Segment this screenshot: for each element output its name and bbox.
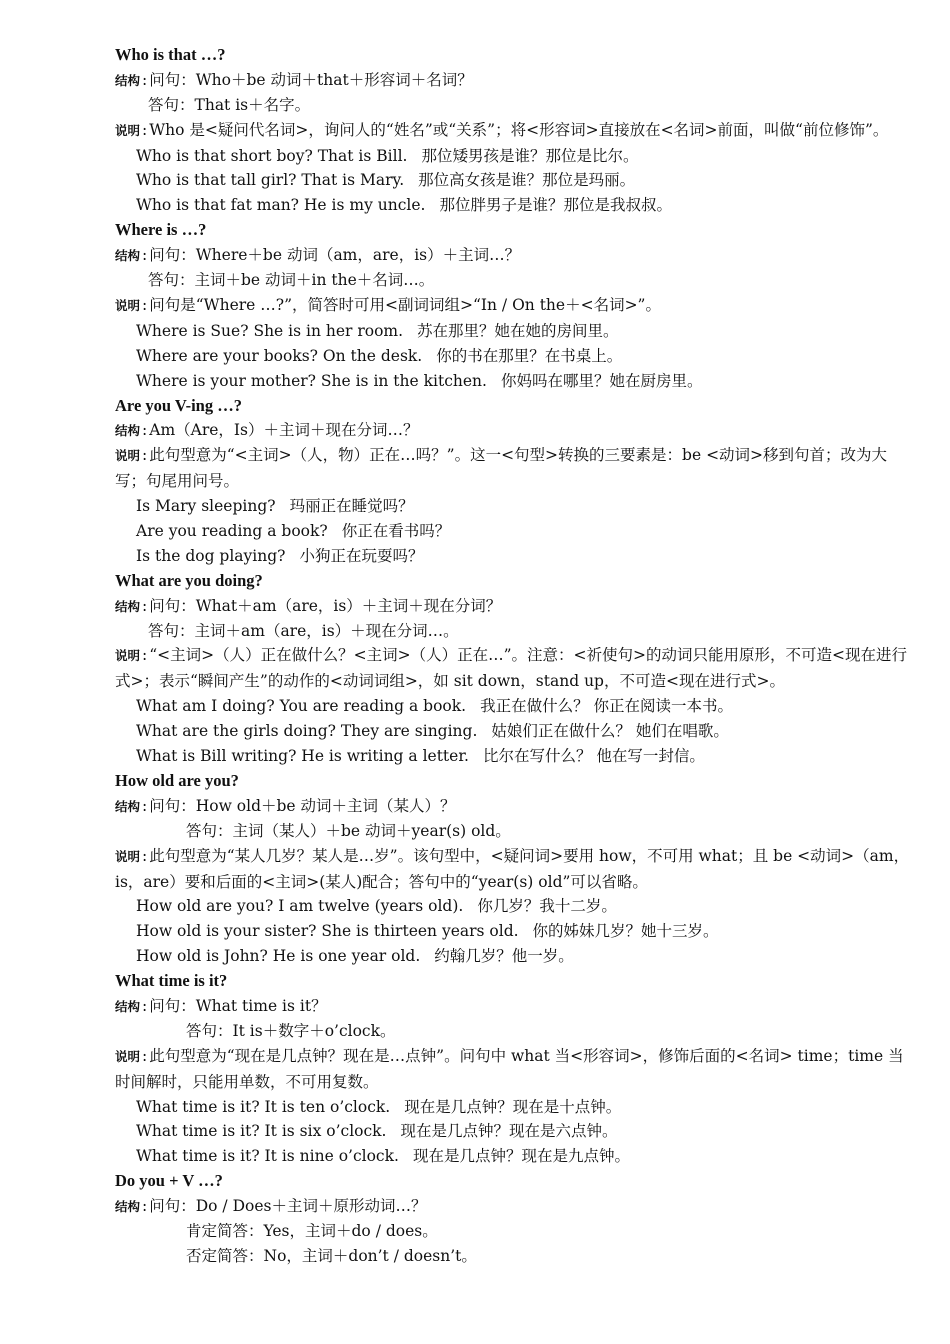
example-en: Where is Sue? She is in her room. [136, 321, 404, 340]
structure-text: 问句：Who＋be 动词＋that＋形容词＋名词？ [149, 70, 473, 89]
example-zh: 姑娘们正在做什么？ 她们在唱歌。 [491, 722, 729, 741]
structure-text: Am（Are，Is）＋主词＋现在分词…？ [149, 421, 419, 440]
section-heading: Who is that …? [115, 45, 226, 64]
explanation-text: 问句是“Where …?”，简答时可用<副词词组>“In / On the＋<名词>”。 [149, 295, 661, 314]
example-line [115, 1144, 910, 1169]
structure-text: 问句：Do / Does＋主词＋原形动词…？ [149, 1197, 427, 1216]
explanation-text: “<主词>（人）正在做什么？<主词>（人）正在…”。注意：<祈使句>的动词只能用原形，不可造<现在进行式>；表示“瞬间产生”的动作的<动词词组>，如 sit down，stand up，不可造<现在进行式>。 [115, 646, 908, 691]
example-en: Are you reading a book? [136, 521, 328, 540]
example-line [115, 544, 910, 569]
explanation-line: 说明 : 此句型意为“某人几岁？某人是…岁”。该句型中，<疑问词>要用 how，不可用 what；且 be <动词>（am，is，are）要和后面的<主词>(某人)配合；答句中的“year(s) old”可以省略。 [115, 846, 910, 891]
structure-label: 结构 [115, 248, 141, 264]
explanation-text: 此句型意为“某人几岁？某人是…岁”。该句型中，<疑问词>要用 how，不可用 what；且 be <动词>（am，is，are）要和后面的<主词>(某人)配合；答句中的“year(s) old”可以省略。 [115, 846, 910, 891]
example-zh: 现在是几点钟？现在是六点钟。 [400, 1122, 618, 1141]
example-en: Where is your mother? She is in the kitchen. [136, 371, 487, 390]
example-line [115, 719, 910, 744]
structure-text: 问句：How old＋be 动词＋主词（某人）？ [149, 796, 456, 815]
structure-answer-negative: 否定简答：No，主词＋don’t / doesn’t。 [186, 1246, 477, 1265]
example-zh: 你的姊妹几岁？她十三岁。 [532, 922, 719, 941]
structure-label: 结构 [115, 798, 141, 814]
explanation-line: 说明 : 问句是“Where …?”，简答时可用<副词词组>“In / On the＋<名词>”。 [115, 295, 661, 314]
explanation-text: Who 是<疑问代名词>，询问人的“姓名”或“关系”；将<形容词>直接放在<名词>前面，叫做“前位修饰”。 [149, 120, 889, 139]
example-en: How old is your sister? She is thirteen years old. [136, 922, 519, 941]
example-zh: 玛丽正在睡觉吗？ [289, 497, 414, 516]
structure-line: 结构 : 问句：Where＋be 动词（am，are，is）＋主词…？ [115, 246, 521, 265]
explanation-label: 说明 [115, 848, 141, 864]
example-line [115, 168, 910, 193]
example-en: Who is that fat man? He is my uncle. [136, 196, 426, 215]
structure-answer: 答句：主词（某人）＋be 动词＋year(s) old。 [186, 821, 511, 840]
structure-label: 结构 [115, 998, 141, 1014]
example-zh: 那位高女孩是谁？那位是玛丽。 [418, 171, 636, 190]
structure-line: 结构 : 问句：What＋am（are，is）＋主词＋现在分词？ [115, 596, 502, 615]
example-line [115, 344, 910, 369]
structure-answer: 答句：主词＋am（are，is）＋现在分词…。 [148, 621, 459, 640]
structure-label: 结构 [115, 72, 141, 88]
example-line [115, 1119, 910, 1144]
structure-answer: 答句：It is＋数字＋o’clock。 [186, 1021, 396, 1040]
example-zh: 现在是几点钟？现在是十点钟。 [404, 1097, 622, 1116]
example-en: Is the dog playing? [136, 546, 286, 565]
example-zh: 你妈吗在哪里？她在厨房里。 [500, 371, 703, 390]
section-heading: How old are you? [115, 770, 239, 790]
explanation-text: 此句型意为“现在是几点钟？现在是…点钟”。问句中 what 当<形容词>，修饰后面的<名词> time；time 当时间解时，只能用单数，不可用复数。 [115, 1046, 904, 1091]
structure-line: 结构 : 问句：What time is it？ [115, 996, 327, 1015]
example-zh: 你几岁？我十二岁。 [477, 897, 617, 916]
explanation-label: 说明 [115, 648, 141, 664]
structure-answer: 答句：主词＋be 动词＋in the＋名词…。 [148, 271, 435, 290]
structure-text: 问句：What＋am（are，is）＋主词＋现在分词？ [149, 596, 502, 615]
explanation-line: 说明 : 此句型意为“<主词>（人，物）正在…吗？”。这一<句型>转换的三要素是：be <动词>移到句首；改为大写；句尾用问号。 [115, 446, 888, 491]
explanation-line: 说明 : Who 是<疑问代名词>，询问人的“姓名”或“关系”；将<形容词>直接放在<名词>前面，叫做“前位修饰”。 [115, 120, 889, 139]
example-en: Is Mary sleeping? [136, 497, 276, 516]
example-en: What am I doing? You are reading a book. [136, 697, 467, 716]
example-line [115, 1095, 910, 1120]
section-heading: Do you + V …? [115, 1171, 223, 1191]
structure-text: 问句：What time is it？ [149, 996, 327, 1015]
example-line [115, 744, 910, 769]
explanation-label: 说明 [115, 297, 141, 313]
example-en: Who is that tall girl? That is Mary. [136, 171, 405, 190]
example-line [115, 944, 910, 969]
section-heading: Are you V-ing …? [115, 395, 242, 415]
example-line [115, 144, 910, 169]
example-en: How old are you? I am twelve (years old). [136, 897, 464, 916]
example-line [115, 319, 910, 344]
explanation-line: 说明 : “<主词>（人）正在做什么？<主词>（人）正在…”。注意：<祈使句>的动词只能用原形，不可造<现在进行式>；表示“瞬间产生”的动作的<动词词组>，如 sit down，stand up，不可造<现在进行式>。 [115, 646, 908, 691]
section-heading: Where is …? [115, 220, 207, 240]
example-en: What time is it? It is ten o’clock. [136, 1097, 391, 1116]
explanation-label: 说明 [115, 122, 141, 138]
example-line [115, 369, 910, 394]
example-en: Where are your books? On the desk. [136, 346, 423, 365]
explanation-label: 说明 [115, 1048, 141, 1064]
structure-label: 结构 [115, 598, 141, 614]
example-line [115, 894, 910, 919]
section-heading: What are you doing? [115, 570, 263, 590]
example-zh: 我正在做什么？ 你正在阅读一本书。 [480, 697, 734, 716]
structure-line: 结构 : 问句：Who＋be 动词＋that＋形容词＋名词？ [115, 70, 473, 89]
example-zh: 苏在那里？她在她的房间里。 [417, 321, 619, 340]
example-zh: 你正在看书吗？ [341, 521, 451, 540]
example-zh: 小狗正在玩耍吗？ [299, 546, 424, 565]
example-zh: 现在是几点钟？现在是九点钟。 [412, 1147, 630, 1166]
example-zh: 你的书在那里？在书桌上。 [436, 346, 623, 365]
example-line [115, 494, 910, 519]
example-en: How old is John? He is one year old. [136, 947, 421, 966]
structure-text: 问句：Where＋be 动词（am，are，is）＋主词…？ [149, 246, 521, 265]
structure-line: 结构 : 问句：How old＋be 动词＋主词（某人）？ [115, 796, 456, 815]
explanation-label: 说明 [115, 448, 141, 464]
example-line [115, 193, 910, 218]
structure-answer-affirmative: 肯定简答：Yes，主词＋do / does。 [186, 1222, 438, 1241]
example-line [115, 919, 910, 944]
example-line [115, 694, 910, 719]
example-zh: 比尔在写什么？ 他在写一封信。 [482, 747, 705, 766]
structure-line: 结构 : Am（Are，Is）＋主词＋现在分词…？ [115, 421, 419, 440]
example-en: What time is it? It is six o’clock. [136, 1122, 387, 1141]
example-zh: 那位胖男子是谁？那位是我叔叔。 [439, 196, 672, 215]
explanation-line: 说明 : 此句型意为“现在是几点钟？现在是…点钟”。问句中 what 当<形容词>，修饰后面的<名词> time；time 当时间解时，只能用单数，不可用复数。 [115, 1046, 904, 1091]
structure-label: 结构 [115, 423, 141, 439]
explanation-text: 此句型意为“<主词>（人，物）正在…吗？”。这一<句型>转换的三要素是：be <动词>移到句首；改为大写；句尾用问号。 [115, 446, 888, 491]
example-zh: 那位矮男孩是谁？那位是比尔。 [421, 146, 639, 165]
example-zh: 约翰几岁？他一岁。 [434, 947, 574, 966]
example-en: What time is it? It is nine o’clock. [136, 1147, 399, 1166]
example-line [115, 519, 910, 544]
example-en: What is Bill writing? He is writing a letter. [136, 747, 469, 766]
structure-line: 结构 : 问句：Do / Does＋主词＋原形动词…？ [115, 1197, 427, 1216]
example-en: What are the girls doing? They are singing. [136, 722, 478, 741]
structure-answer: 答句：That is＋名字。 [148, 95, 311, 114]
example-en: Who is that short boy? That is Bill. [136, 146, 408, 165]
section-heading: What time is it? [115, 971, 228, 991]
structure-label: 结构 [115, 1199, 141, 1215]
